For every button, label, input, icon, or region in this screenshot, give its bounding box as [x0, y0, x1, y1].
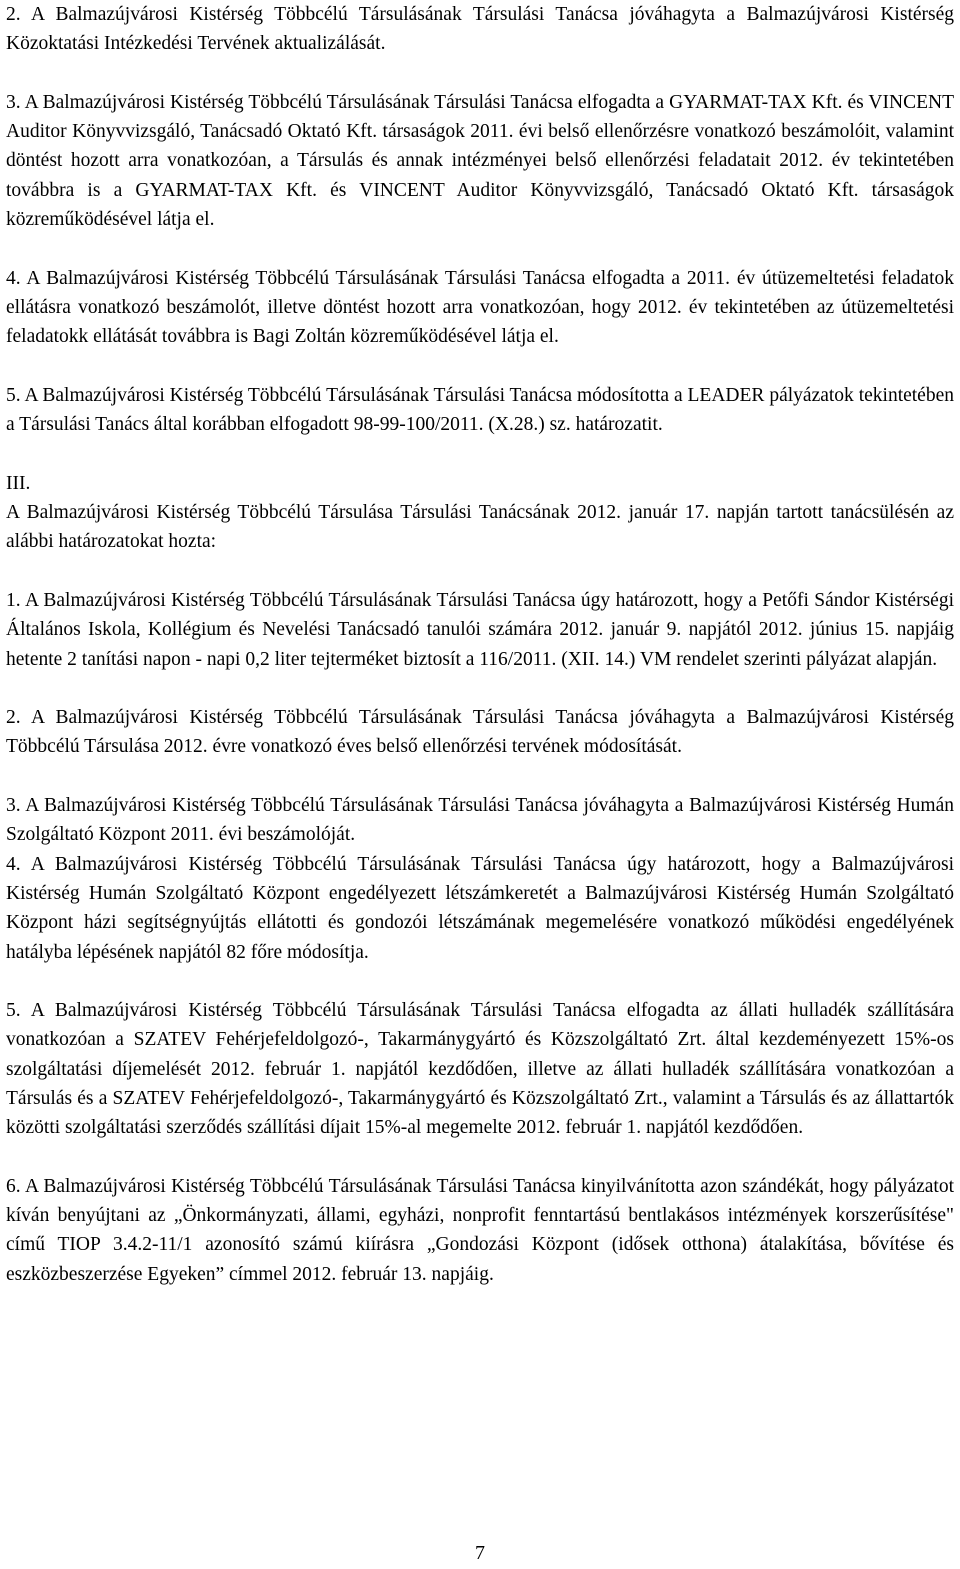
- spacer: [6, 59, 954, 88]
- resolution-4-letszamkeret: 4. A Balmazújvárosi Kistérség Többcélú Társulásának Társulási Tanácsa úgy határozott, hogy a Balmazújvárosi Kistérség Humán Szolgáltató Központ engedélyezett létszámkeretét a Balmazújvárosi Kistérség Humán Szolgáltató Központ házi segítségnyújtás ellátotti és gondozói létszámának megemelésére vonatkozó működési engedélyének hatályba lépésének napjától 82 főre módosítja.: [6, 853, 954, 963]
- spacer: [6, 967, 954, 996]
- spacer: [6, 557, 954, 586]
- document-page: [6, 0, 954, 1289]
- spacer: [6, 762, 954, 791]
- resolution-2-ellenorzesi-terv: 2. A Balmazújvárosi Kistérség Többcélú Társulásának Társulási Tanácsa jóváhagyta a Balmazújvárosi Kistérség Többcélú Társulása 2012. évre vonatkozó éves belső ellenőrzési tervének módosítását.: [6, 707, 954, 758]
- resolution-6-tiop: 6. A Balmazújvárosi Kistérség Többcélú Társulásának Társulási Tanácsa kinyilvánította azon szándékát, hogy pályázatot kíván benyújtani az „Önkormányzati, állami, egyházi, nonprofit fenntartású bentlakásos intézmények korszerűsítése" című TIOP 3.4.2-11/1 azonosító számú kiírásra „Gondozási Központ (idősek otthona) átalakítása, bővítése és eszközbeszerzése Egyeken” címmel 2012. február 13. napjáig.: [6, 1175, 954, 1285]
- paragraph-4-utuzemeltetes: 4. A Balmazújvárosi Kistérség Többcélú Társulásának Társulási Tanácsa elfogadta a 2011. év útüzemeltetési feladatok ellátásra vonatkozó beszámolót, illetve döntést hozott arra vonatkozóan, hogy 2012. év tekintetében az útüzemeltetési feladatokk ellátását továbbra is Bagi Zoltán közreműködésével látja el.: [6, 267, 954, 348]
- resolution-3-beszamolo: 3. A Balmazújvárosi Kistérség Többcélú Társulásának Társulási Tanácsa jóváhagyta a Balmazújvárosi Kistérség Humán Szolgáltató Központ 2011. évi beszámolóját.: [6, 795, 954, 846]
- section-intro: A Balmazújvárosi Kistérség Többcélú Társulása Társulási Tanácsának 2012. január 17. napján tartott tanácsülésén az alábbi határozatokat hozta:: [6, 502, 954, 553]
- resolution-1-tejtermek: 1. A Balmazújvárosi Kistérség Többcélú Társulásának Társulási Tanácsa úgy határozott, hogy a Petőfi Sándor Kistérségi Általános Iskola, Kollégium és Nevelési Tanácsadó tanulói számára 2012. január 9. napjától 2012. június 15. napjáig hetente 2 tanítási napon - napi 0,2 liter tejterméket biztosít a 116/2011. (XII. 14.) VM rendelet szerinti pályázat alapján.: [6, 589, 954, 670]
- paragraph-5-leader: 5. A Balmazújvárosi Kistérség Többcélú Társulásának Társulási Tanácsa módosította a LEADER pályázatok tekintetében a Társulási Tanács által korábban elfogadott 98-99-100/2011. (X.28.) sz. határozatit.: [6, 384, 954, 436]
- resolution-5-szatev: 5. A Balmazújvárosi Kistérség Többcélú Társulásának Társulási Tanácsa elfogadta az állati hulladék szállítására vonatkozóan a SZATEV Fehérjefeldolgozó-, Takarmánygyártó és Közszolgáltató Zrt. által kezdeményezett 15%-os szolgáltatási díjemelését 2012. február 1. napjától kezdődően, illetve az állati hulladék szállítására vonatkozóan a Társulás és a SZATEV Fehérjefeldolgozó-, Takarmánygyártó és Közszolgáltató Zrt., valamint a Társulás és az állattartók közötti szolgáltatási szerződés szállítási díjait 15%-al megemelte 2012. február 1. napjától kezdődően.: [6, 1000, 954, 1139]
- spacer: [6, 352, 954, 381]
- paragraph-3-belso-ellenorzes: 3. A Balmazújvárosi Kistérség Többcélú Társulásának Társulási Tanácsa elfogadta a GYARMAT-TAX Kft. és VINCENT Auditor Könyvvizsgáló, Tanácsadó Oktató Kft. társaságok 2011. évi belső ellenőrzésre vonatkozó beszámolóit, valamint döntést hozott arra vonatkozóan, a Társulás és annak intézményei belső ellenőrzési feladatait 2012. év tekintetében továbbra is a GYARMAT-TAX Kft. és VINCENT Auditor Könyvvizsgáló, Tanácsadó Oktató Kft. társaságok közreműködésével látja el.: [6, 91, 954, 231]
- spacer: [6, 1143, 954, 1172]
- spacer: [6, 439, 954, 468]
- page-number: 7: [475, 1542, 485, 1564]
- section-heading-iii: III.: [6, 472, 31, 494]
- spacer: [6, 674, 954, 703]
- spacer: [6, 234, 954, 263]
- paragraph-2-kio: 2. A Balmazújvárosi Kistérség Többcélú Társulásának Társulási Tanácsa jóváhagyta a Balmazújvárosi Kistérség Közoktatási Intézkedési Tervének aktualizálását.: [6, 4, 954, 55]
